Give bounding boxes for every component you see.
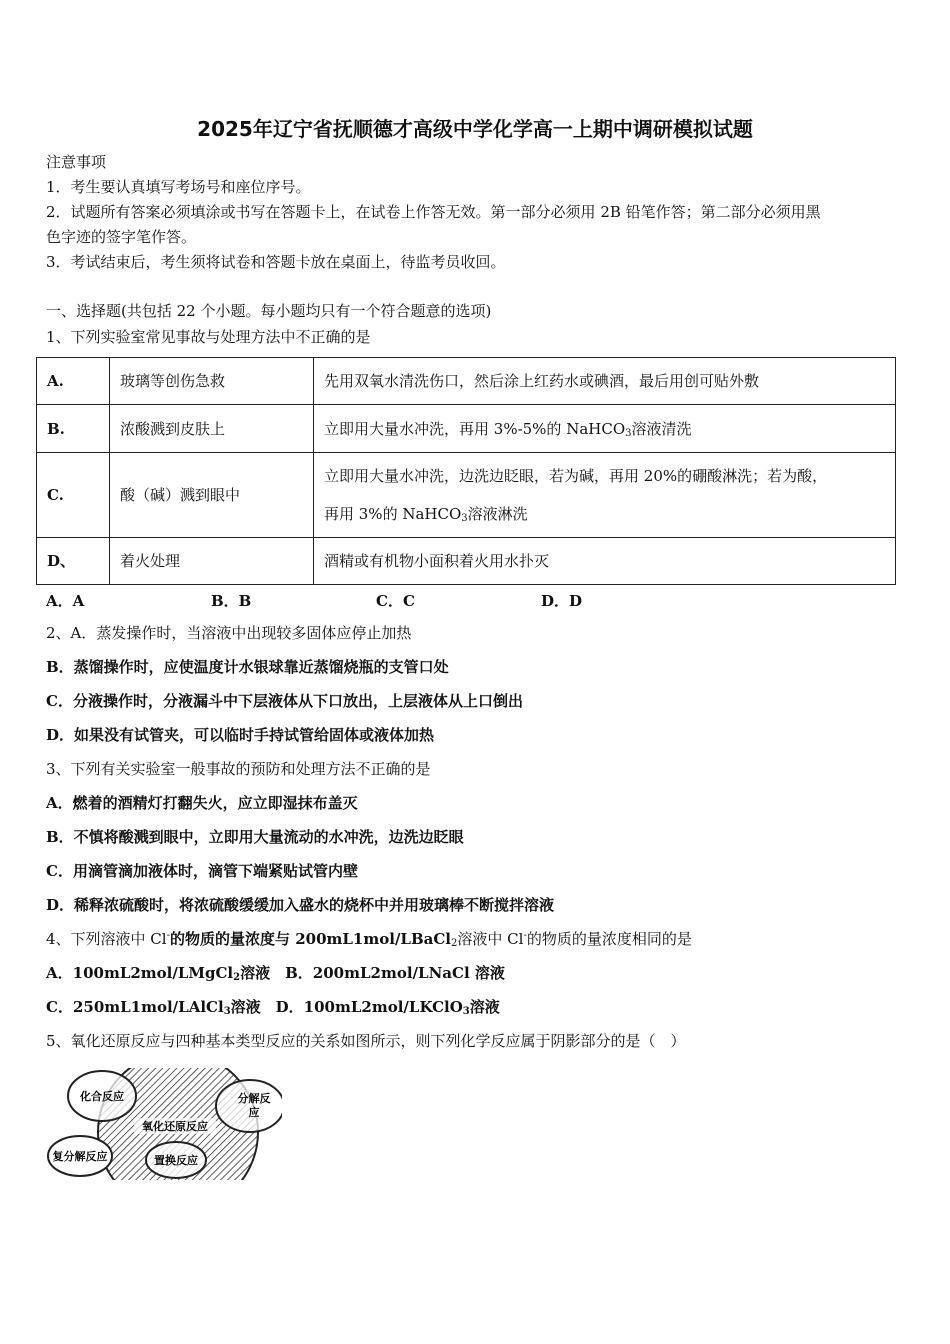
text: 溶液	[230, 998, 261, 1016]
text: 4、下列溶液中 Cl	[46, 930, 167, 948]
question-3-line: A．燃着的酒精灯打翻失火，应立即湿抹布盖灭	[46, 794, 358, 812]
table-row	[37, 453, 896, 538]
question-3-line: C．用滴管滴加液体时，滴管下端紧贴试管内壁	[46, 862, 358, 880]
subscript: 2	[451, 938, 458, 949]
row-label: C.	[37, 453, 110, 538]
text: B．200mL2mol/LNaCl 溶液	[285, 964, 505, 982]
question-3-line: D．稀释浓硫酸时，将浓硫酸缓缓加入盛水的烧杯中并用玻璃棒不断搅拌溶液	[46, 896, 555, 914]
page-title: 2025年辽宁省抚顺德才高级中学化学高一上期中调研模拟试题	[197, 117, 753, 141]
superscript: -	[166, 930, 170, 941]
row-method: 酒精或有机物小面积着火用水扑灭	[314, 538, 896, 585]
subscript: 2	[233, 972, 241, 983]
subscript: 3	[462, 1006, 470, 1017]
question-1-table	[36, 357, 896, 585]
question-2-line: B．蒸馏操作时，应使温度计水银球靠近蒸馏烧瓶的支管口处	[46, 658, 449, 676]
subscript: 3	[461, 513, 468, 524]
text: D．100mL2mol/LKClO	[275, 998, 463, 1016]
method-text: 立即用大量水冲洗，再用 3%-5%的 NaHCO	[324, 419, 626, 438]
text: 溶液	[240, 964, 271, 982]
displacement-label: 置换反应	[154, 1154, 198, 1167]
question-2-line: 2、A．蒸发操作时，当溶液中出现较多固体应停止加热	[46, 624, 412, 642]
text: 溶液	[469, 998, 500, 1016]
decomposition-label: 分解反	[237, 1092, 271, 1105]
notice-heading: 注意事项	[46, 153, 107, 171]
text: 的物质的量浓度与 200mL1mol/LBaCl	[169, 930, 452, 948]
redox-label: 氧化还原反应	[142, 1120, 208, 1133]
subscript: 3	[625, 427, 632, 439]
row-method	[314, 453, 896, 538]
row-event: 酸（碱）溅到眼中	[110, 453, 314, 538]
question-1-stem: 1、下列实验室常见事故与处理方法中不正确的是	[46, 328, 371, 346]
row-event: 着火处理	[110, 538, 314, 585]
row-method	[314, 405, 896, 453]
row-event: 浓酸溅到皮肤上	[110, 405, 314, 453]
subscript: 3	[223, 1006, 231, 1017]
section-heading: 一、选择题(共包括 22 个小题。每小题均只有一个符合题意的选项)	[46, 302, 492, 320]
question-3-line: 3、下列有关实验室一般事故的预防和处理方法不正确的是	[46, 760, 431, 778]
table-row	[37, 405, 896, 453]
row-label: D、	[37, 538, 110, 585]
text: 溶液中 Cl	[457, 930, 524, 948]
method-text: 溶液淋洗	[467, 505, 528, 523]
notice-item: 1．考生要认真填写考场号和座位序号。	[46, 178, 311, 196]
question-2-line: C．分液操作时，分液漏斗中下层液体从下口放出，上层液体从上口倒出	[46, 692, 523, 710]
question-3-line: B．不慎将酸溅到眼中，立即用大量流动的水冲洗，边洗边眨眼	[46, 828, 464, 846]
question-4-options-ab	[46, 963, 505, 983]
table-row	[37, 358, 896, 405]
question-2-line: D．如果没有试管夹，可以临时手持试管给固体或液体加热	[46, 726, 435, 744]
question-4-stem	[46, 929, 692, 949]
row-method: 先用双氧水清洗伤口，然后涂上红药水或碘酒，最后用创可贴外敷	[314, 358, 896, 405]
text: A．100mL2mol/LMgCl	[46, 964, 234, 982]
text: C．250mL1mol/LAlCl	[46, 998, 224, 1016]
decomposition-label: 应	[248, 1106, 260, 1119]
method-text: 溶液清洗	[631, 419, 692, 438]
reaction-venn-diagram	[42, 1068, 282, 1180]
method-text: 再用 3%的 NaHCO	[324, 505, 462, 523]
option-d: D．D	[541, 592, 583, 610]
question-4-options-cd	[46, 997, 500, 1017]
method-text: 立即用大量水冲洗，边洗边眨眼，若为碱，再用 20%的硼酸淋洗；若为酸，	[324, 467, 828, 485]
text: 的物质的量浓度相同的是	[526, 930, 692, 948]
notice-item: 3．考试结束后，考生须将试卷和答题卡放在桌面上，待监考员收回。	[46, 253, 506, 271]
row-event: 玻璃等创伤急救	[110, 358, 314, 405]
combination-label: 化合反应	[80, 1090, 124, 1103]
table-row	[37, 538, 896, 585]
double-displacement-label: 复分解反应	[52, 1150, 108, 1163]
option-b: B．B	[211, 592, 252, 610]
option-a: A．A	[46, 592, 85, 610]
row-label: A.	[37, 358, 110, 405]
row-label: B.	[37, 405, 110, 453]
notice-item: 2．试题所有答案必须填涂或书写在答题卡上，在试卷上作答无效。第一部分必须用 2B 铅笔作答；第二部分必须用黑	[46, 203, 821, 221]
superscript: -	[523, 930, 527, 941]
question-5-stem: 5、氧化还原反应与四种基本类型反应的关系如图所示，则下列化学反应属于阴影部分的是（ ）	[46, 1032, 686, 1050]
notice-item: 色字迹的签字笔作答。	[46, 228, 197, 246]
option-c: C．C	[376, 592, 415, 610]
